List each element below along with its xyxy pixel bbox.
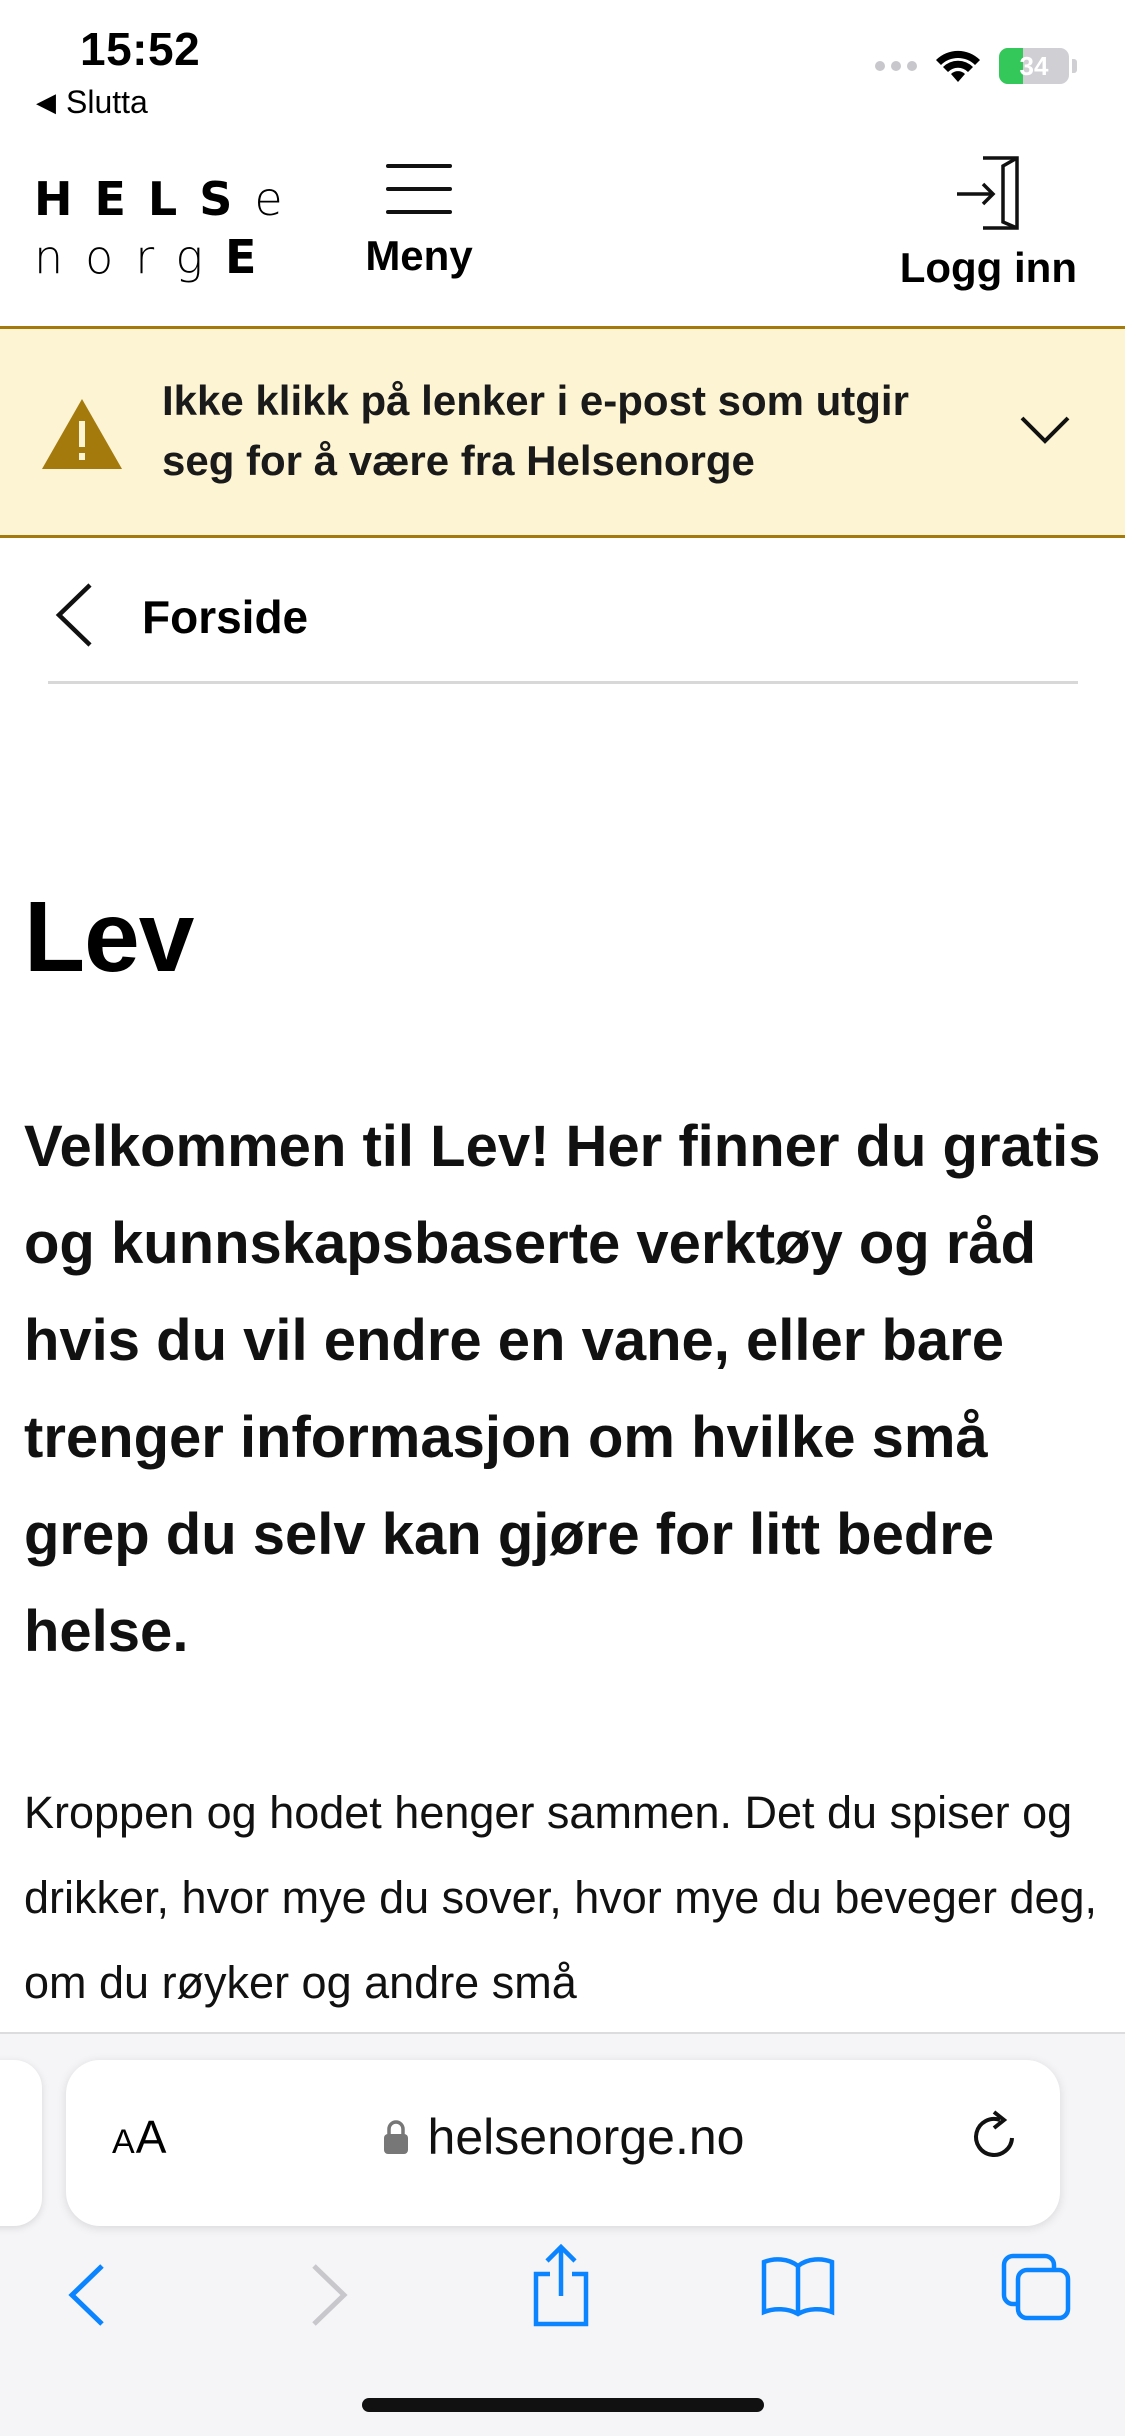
status-bar xyxy=(0,0,1125,130)
login-label: Logg inn xyxy=(899,244,1077,291)
battery-icon xyxy=(999,48,1069,84)
login-door-icon xyxy=(953,152,1023,234)
url-text: helsenorge.no xyxy=(427,2109,745,2165)
back-icon[interactable] xyxy=(64,2262,108,2328)
wifi-icon xyxy=(935,48,981,84)
hamburger-icon xyxy=(386,164,452,214)
forward-icon[interactable] xyxy=(308,2262,352,2328)
battery-tip xyxy=(1072,59,1077,73)
share-icon[interactable] xyxy=(528,2244,594,2328)
cellular-signal-icon xyxy=(875,61,917,71)
status-time: 15:52 xyxy=(80,23,201,75)
battery-level: 34 xyxy=(1019,50,1049,81)
text-size-button[interactable]: AA xyxy=(112,2111,168,2163)
back-to-app-link[interactable] xyxy=(36,84,148,121)
helsenorge-logo[interactable] xyxy=(34,170,305,286)
back-triangle-icon: ◀ xyxy=(36,87,56,117)
chevron-down-icon[interactable] xyxy=(1019,415,1071,445)
alert-banner[interactable] xyxy=(0,326,1125,538)
back-app-label: Slutta xyxy=(66,84,148,120)
lead-paragraph: Velkommen til Lev! Her finner du gratis og kunnskapsbaserte verktøy og råd hvis du vil endre en vane, eller bare trenger informasjon om hvilke små grep du selv kan gjøre for litt bedre helse. xyxy=(24,1114,1101,1664)
status-indicators xyxy=(875,48,1077,84)
menu-button[interactable] xyxy=(360,164,478,280)
logo-part: HELS xyxy=(34,172,255,226)
browser-toolbar xyxy=(0,2234,1125,2374)
warning-triangle-icon xyxy=(40,397,124,471)
previous-tab-preview[interactable] xyxy=(0,2060,42,2226)
body-paragraph: Kroppen og hodet henger sammen. Det du spiser og drikker, hvor mye du sover, hvor mye du beveger deg, om du røyker og andre små xyxy=(24,1787,1098,2008)
page-title: Lev xyxy=(24,881,194,993)
bookmarks-icon[interactable] xyxy=(760,2254,836,2318)
site-header xyxy=(0,130,1125,326)
tabs-icon[interactable] xyxy=(1000,2252,1072,2322)
logo-part: E xyxy=(225,230,279,284)
logo-part: norg xyxy=(34,230,226,284)
breadcrumb-link-forside[interactable]: Forside xyxy=(142,591,309,643)
login-button[interactable] xyxy=(900,152,1077,292)
reload-icon[interactable] xyxy=(966,2106,1022,2166)
breadcrumb[interactable] xyxy=(48,560,1078,684)
address-bar[interactable] xyxy=(66,2060,1060,2226)
home-indicator[interactable] xyxy=(362,2398,764,2412)
lock-icon xyxy=(382,2119,410,2155)
alert-message: Ikke klikk på lenker i e-post som utgir seg for å være fra Helsenorge xyxy=(162,377,909,484)
url-display[interactable] xyxy=(66,2108,1060,2166)
menu-label: Meny xyxy=(365,232,473,279)
browser-bottom-bar xyxy=(0,2032,1125,2436)
chevron-left-icon xyxy=(54,582,94,648)
logo-part: e xyxy=(254,172,305,226)
